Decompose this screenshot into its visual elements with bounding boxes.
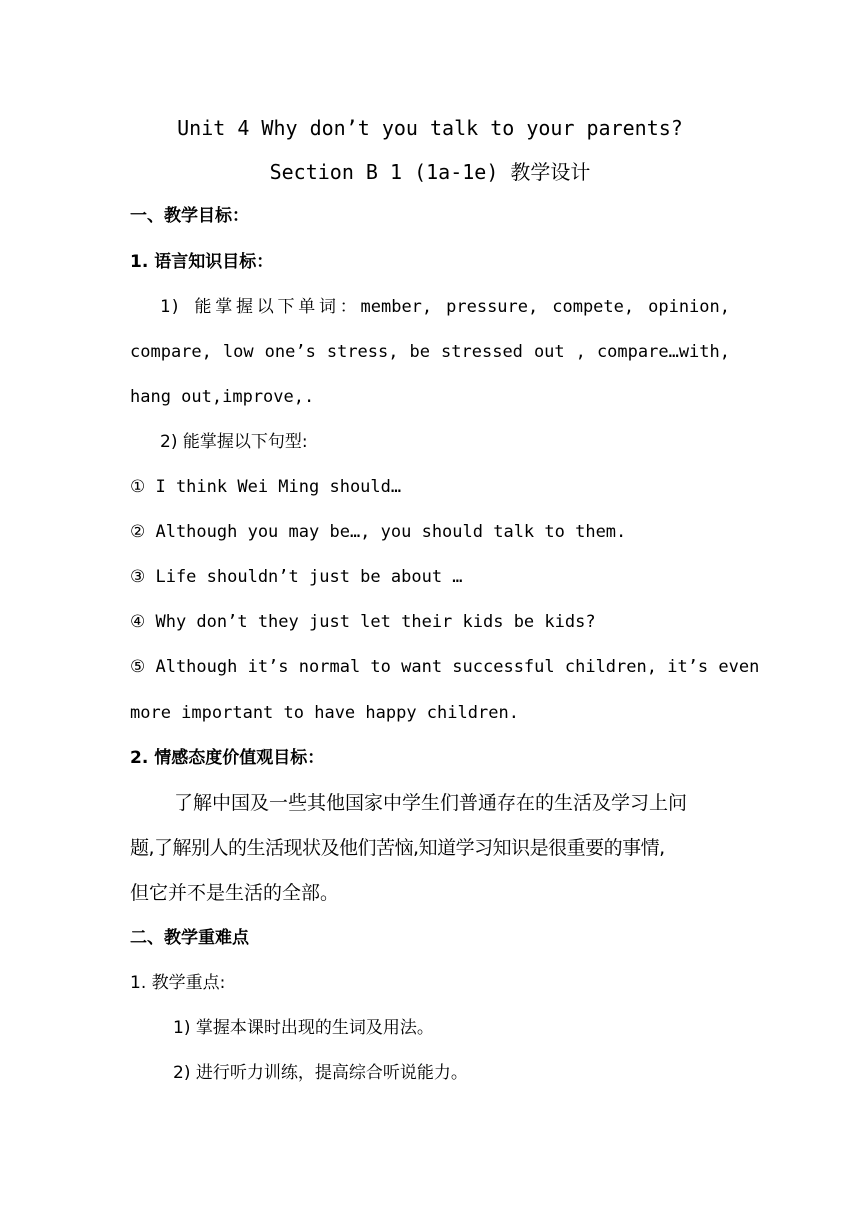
- section-heading-key-points: 二、教学重难点: [130, 928, 249, 948]
- document-subtitle: Section B 1 (1a-1e) 教学设计: [269, 160, 591, 184]
- document-title: Unit 4 Why don’t you talk to your parents?: [177, 116, 683, 140]
- subheading-language-goals: 1. 语言知识目标：: [130, 252, 274, 272]
- sentence-item-continuation: more important to have happy children.: [130, 703, 519, 723]
- focus-item: 2) 进行听力训练，提高综合听说能力。: [173, 1063, 468, 1083]
- vocab-intro-line: 1) 能掌握以下单词：member, pressure, compete, opinion,: [160, 297, 730, 317]
- sentence-item: ④ Why don’t they just let their kids be kids?: [130, 612, 596, 632]
- vocab-line: hang out,improve,.: [130, 387, 315, 407]
- sentences-intro-line: 2) 能掌握以下句型:: [160, 432, 308, 452]
- sentence-item: ⑤ Although it’s normal to want successful children, it’s even: [130, 657, 760, 677]
- vocab-line: compare, low one’s stress, be stressed out , compare…with,: [130, 342, 730, 362]
- sentence-item: ③ Life shouldn’t just be about …: [130, 567, 463, 587]
- focus-item: 1) 掌握本课时出现的生词及用法。: [173, 1018, 434, 1038]
- focus-heading: 1. 教学重点:: [130, 973, 226, 993]
- paragraph-line: 题,了解别人的生活现状及他们苦恼,知道学习知识是很重要的事情,: [130, 837, 665, 859]
- paragraph-line: 了解中国及一些其他国家中学生们普通存在的生活及学习上问: [174, 792, 688, 814]
- sentence-item: ① I think Wei Ming should…: [130, 477, 402, 497]
- sentence-item: ② Although you may be…, you should talk to them.: [130, 522, 627, 542]
- paragraph-line: 但它并不是生活的全部。: [130, 882, 340, 904]
- subheading-emotion-goals: 2. 情感态度价值观目标：: [130, 748, 325, 768]
- section-heading-teaching-goals: 一、教学目标：: [130, 206, 249, 226]
